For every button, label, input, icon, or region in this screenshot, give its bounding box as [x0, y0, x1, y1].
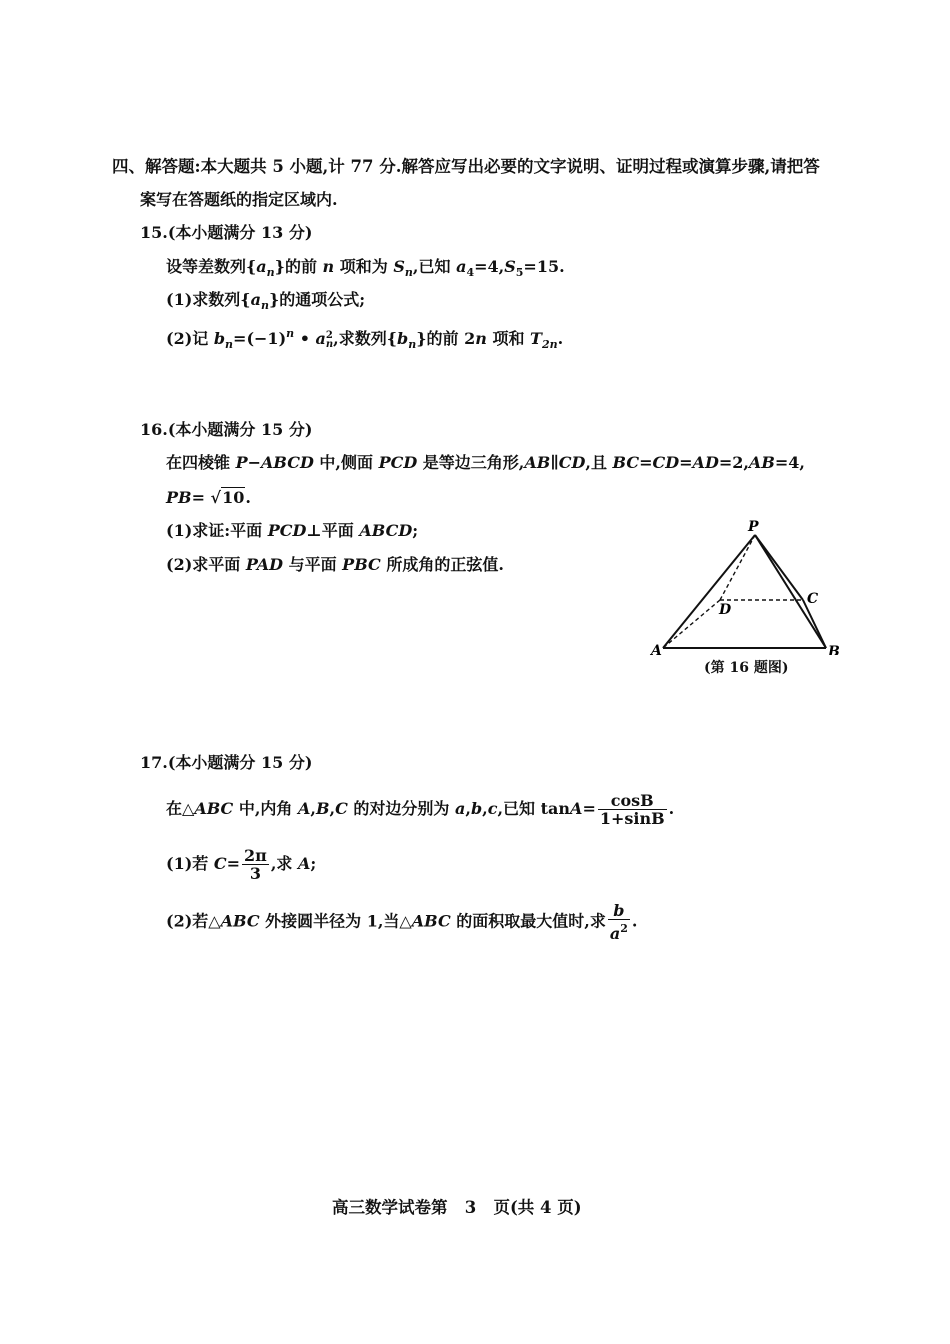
q15-part2: (2)记 $b_n=(-1)^n$ • a 2 n ,求数列$\{b_n\}$的前 2n 项和 $T_{2n}$.: [166, 327, 564, 351]
q17-part2: (2)若△ABC 外接圆半径为 1,当△ABC 的面积取最大值时,求 $\frac{b}{a^2}$ .: [166, 901, 638, 943]
edge-PD: [720, 535, 755, 600]
q16-part1: (1)求证:平面 PCD⊥平面 ABCD;: [166, 521, 419, 540]
q15-part1: (1)求数列$\{a_n\}$的通项公式;: [166, 290, 366, 312]
fraction-b-over-a-squared: $\frac{b}{a^2}$: [609, 901, 628, 943]
figure-caption: (第 16 题图): [704, 660, 789, 676]
label-D: D: [719, 602, 732, 618]
q16-heading: 16.(本小题满分 15 分): [140, 420, 313, 439]
fraction-2pi-over-3: $\frac{2\pi}{3}$: [244, 846, 267, 883]
q17-part1: (1)若 C= $\frac{2\pi}{3}$ ,求 A;: [166, 846, 317, 883]
pyramid-hidden-edges: [663, 535, 803, 648]
pyramid-solid-edges: [663, 535, 826, 648]
page-footer: 高三数学试卷第 3 页(共 4 页): [332, 1198, 582, 1217]
q16-part2: (2)求平面 PAD 与平面 PBC 所成角的正弦值.: [166, 555, 504, 574]
label-P: P: [748, 519, 759, 535]
q17-heading: 17.(本小题满分 15 分): [140, 753, 313, 772]
q15-stem: 设等差数列$\{a_n\}$的前 n 项和为 $S_n$,已知 $a_4=4,S_5=15$.: [166, 257, 565, 279]
edge-PA: [663, 535, 755, 648]
q17-stem: 在△ABC 中,内角 A,B,C 的对边分别为 a,b,c,已知 tanA= $\frac{\cos B}{1+\sin B}$ .: [166, 791, 675, 828]
edge-PC: [755, 535, 803, 600]
edge-BC: [803, 600, 826, 648]
label-C: C: [807, 591, 819, 607]
section-title-line1: 四、解答题:本大题共 5 小题,计 77 分.解答应写出必要的文字说明、证明过程或演算步骤,请把答: [112, 157, 820, 176]
section-title-line2: 案写在答题纸的指定区域内.: [140, 190, 338, 209]
q16-stem-line2: PB= √10.: [166, 488, 251, 507]
pyramid-figure: [640, 515, 850, 655]
label-A: A: [651, 643, 662, 655]
fraction-cosB-over-1plussinB: $\frac{\cos B}{1+\sin B}$: [599, 791, 665, 828]
label-B: B: [828, 644, 840, 655]
q16-stem-line1: 在四棱锥 P−ABCD 中,侧面 PCD 是等边三角形,AB∥CD,且 BC=CD=AD=2,AB=4,: [166, 453, 805, 472]
q15-heading: 15.(本小题满分 13 分): [140, 223, 313, 242]
edge-AD: [663, 600, 720, 648]
